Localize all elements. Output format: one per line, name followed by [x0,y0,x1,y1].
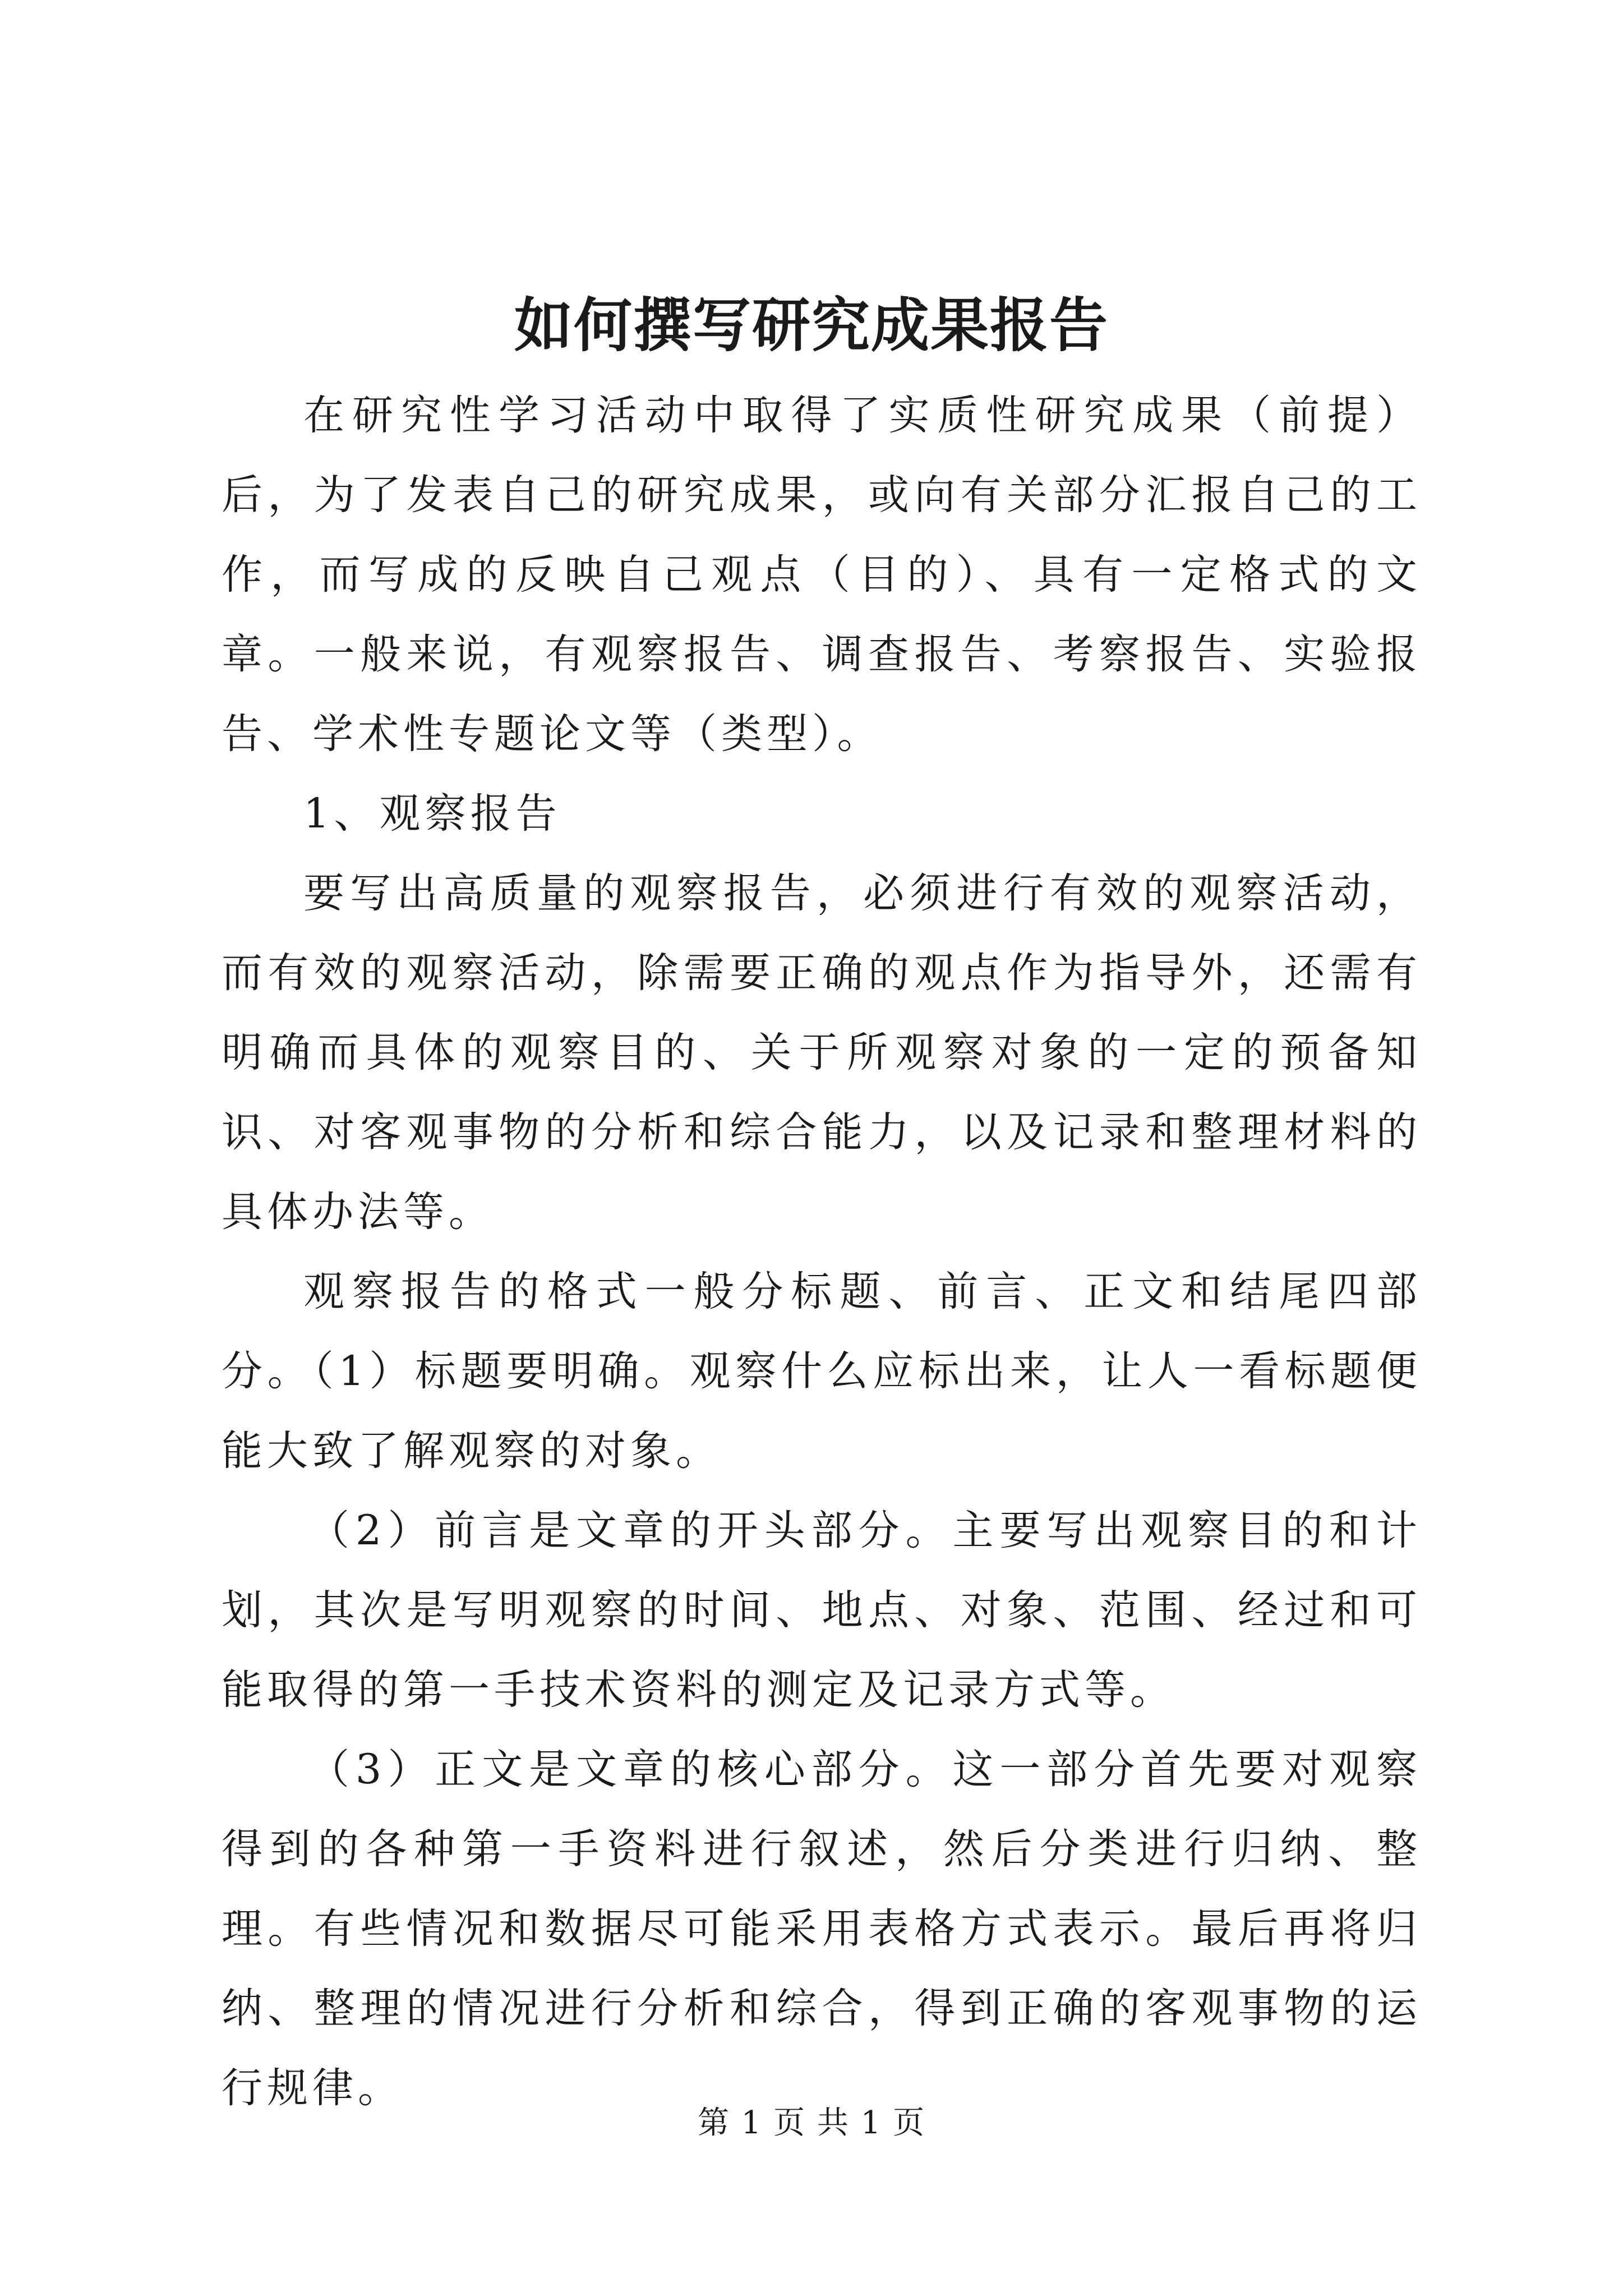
document-body [222,376,1422,2128]
document-title: 如何撰写研究成果报告 [514,291,1109,360]
paragraph-intro: 在研究性学习活动中取得了实质性研究成果（前提）后，为了发表自己的研究成果，或向有关部分汇报自己的工作，而写成的反映自己观点（目的）、具有一定格式的文章。一般来说，有观察报告、调查报告、考察报告、实验报告、学术性专题论文等（类型）。 [222,392,1422,758]
page-footer: 第 1 页 共 1 页 [697,2105,926,2141]
paragraph-observation-activity: 要写出高质量的观察报告，必须进行有效的观察活动，而有效的观察活动，除需要正确的观点作为指导外，还需有明确而具体的观察目的、关于所观察对象的一定的预备知识、对客观事物的分析和综合能力，以及记录和整理材料的具体办法等。 [222,869,1422,1236]
paragraph-preface: （2）前言是文章的开头部分。主要写出观察目的和计划，其次是写明观察的时间、地点、对象、范围、经过和可能取得的第一手技术资料的测定及记录方式等。 [222,1507,1422,1714]
paragraph-main-text: （3）正文是文章的核心部分。这一部分首先要对观察得到的各种第一手资料进行叙述，然后分类进行归纳、整理。有些情况和数据尽可能采用表格方式表示。最后再将归纳、整理的情况进行分析和综合，得到正确的客观事物的运行规律。 [222,1746,1422,2112]
section-heading-observation-report: 1、观察报告 [303,790,561,838]
paragraph-report-format: 观察报告的格式一般分标题、前言、正文和结尾四部分。（1）标题要明确。观察什么应标出来，让人一看标题便能大致了解观察的对象。 [222,1268,1422,1475]
